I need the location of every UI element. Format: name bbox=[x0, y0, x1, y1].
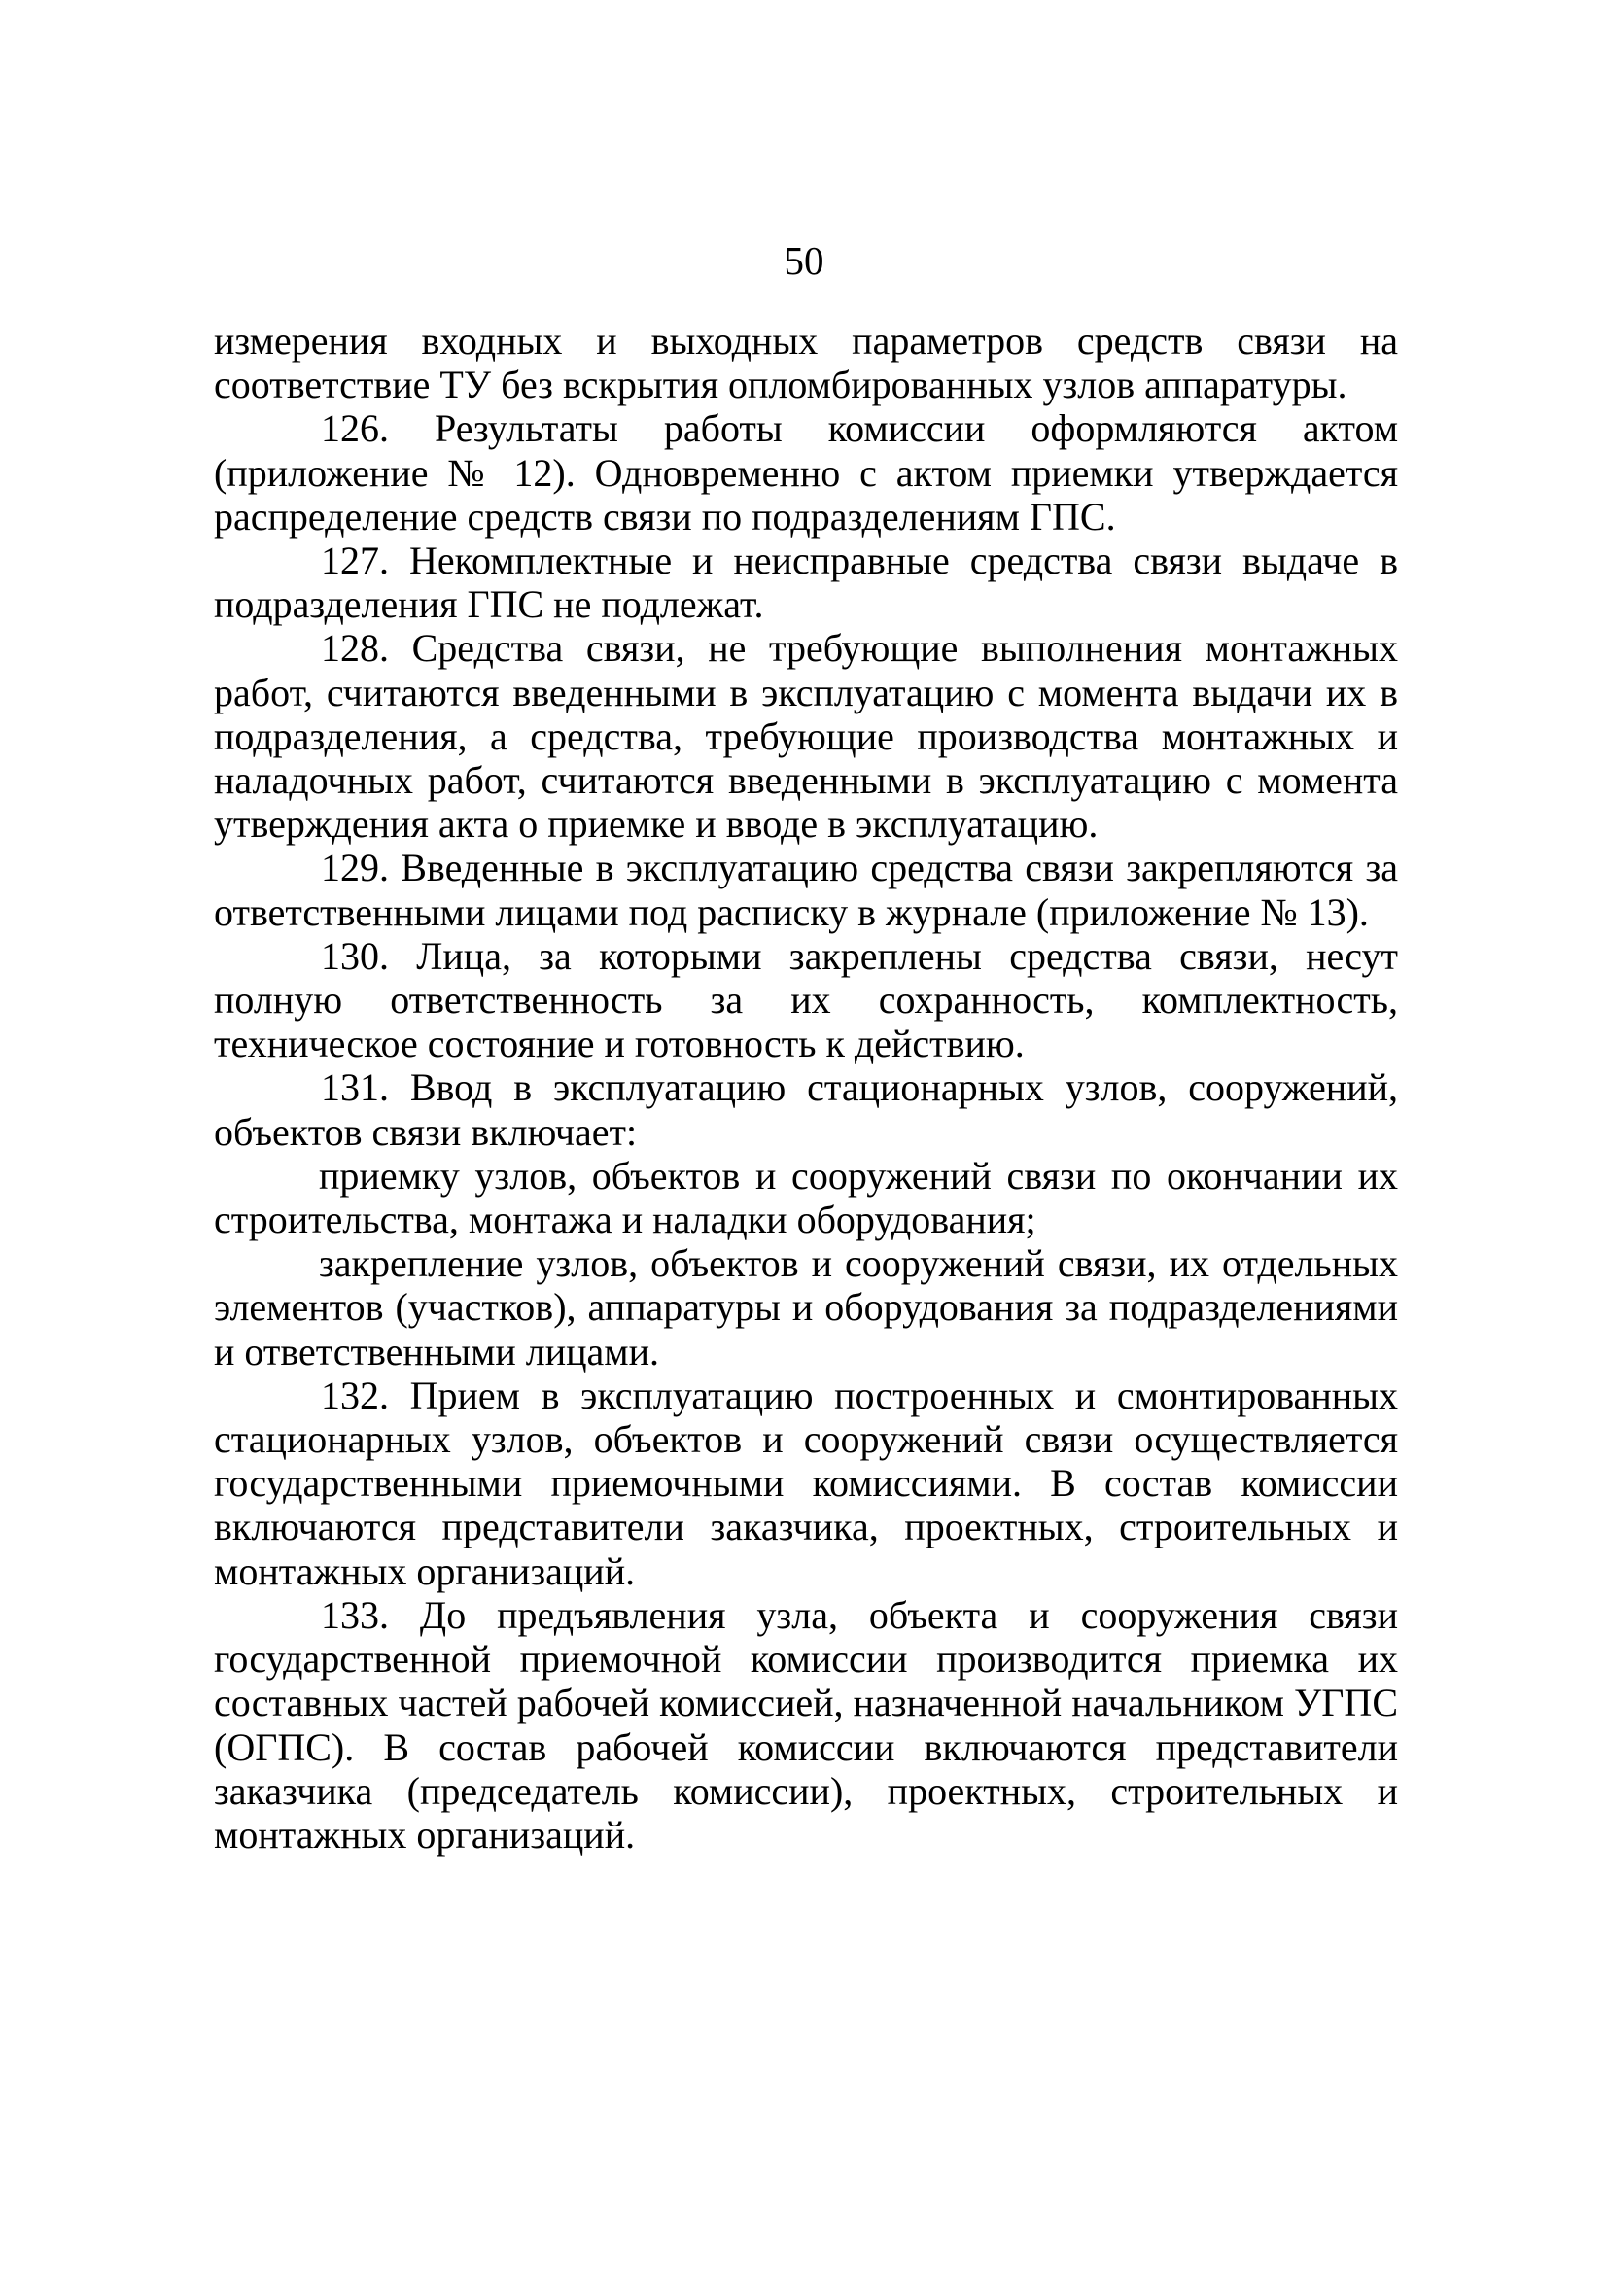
page-number: 50 bbox=[784, 238, 824, 283]
paragraph-133: 133. До предъявления узла, объекта и сооружения связи государственной приемочной комиссии производится приемка их составных частей рабочей комиссией, назначенной начальником УГПС (ОГПС). В состав рабочей комиссии включаются представители заказчика (председатель комиссии), проектных, строительных и монтажных организаций. bbox=[214, 1592, 1398, 1857]
paragraph-127: 127. Некомплектные и неисправные средства связи выдаче в подразделения ГПС не подлежат. bbox=[214, 539, 1398, 627]
paragraph-continuation: измерения входных и выходных параметров средств связи на соответствие ТУ без вскрытия опломбированных узлов аппаратуры. bbox=[214, 319, 1398, 407]
paragraph-128: 128. Средства связи, не требующие выполнения монтажных работ, считаются введенными в эксплуатацию с момента выдачи их в подразделения, а средства, требующие производства монтажных и наладочных работ, считаются введенными в эксплуатацию с момента утверждения акта о приемке и вводе в эксплуатацию. bbox=[214, 626, 1398, 847]
paragraph-129: 129. Введенные в эксплуатацию средства связи закрепляются за ответственными лицами под расписку в журнале (приложение № 13). bbox=[214, 846, 1398, 934]
paragraph-126: 126. Результаты работы комиссии оформляются актом (приложение № 12). Одновременно с актом приемки утверждается распределение средств связи по подразделениям ГПС. bbox=[214, 406, 1398, 539]
paragraph-131: 131. Ввод в эксплуатацию стационарных узлов, сооружений, объектов связи включает: bbox=[214, 1065, 1398, 1154]
list-item-assignment: закрепление узлов, объектов и сооружений связи, их отдельных элементов (участков), аппаратуры и оборудования за подразделениями и ответственными лицами. bbox=[214, 1241, 1398, 1374]
paragraph-132: 132. Прием в эксплуатацию построенных и смонтированных стационарных узлов, объектов и сооружений связи осуществляется государственными приемочными комиссиями. В состав комиссии включаются представители заказчика, проектных, строительных и монтажных организаций. bbox=[214, 1373, 1398, 1593]
list-item-acceptance: приемку узлов, объектов и сооружений связи по окончании их строительства, монтажа и наладки оборудования; bbox=[214, 1153, 1398, 1242]
body-text bbox=[214, 319, 1398, 1857]
paragraph-130: 130. Лица, за которыми закреплены средства связи, несут полную ответственность за их сохранность, комплектность, техническое состояние и готовность к действию. bbox=[214, 933, 1398, 1066]
